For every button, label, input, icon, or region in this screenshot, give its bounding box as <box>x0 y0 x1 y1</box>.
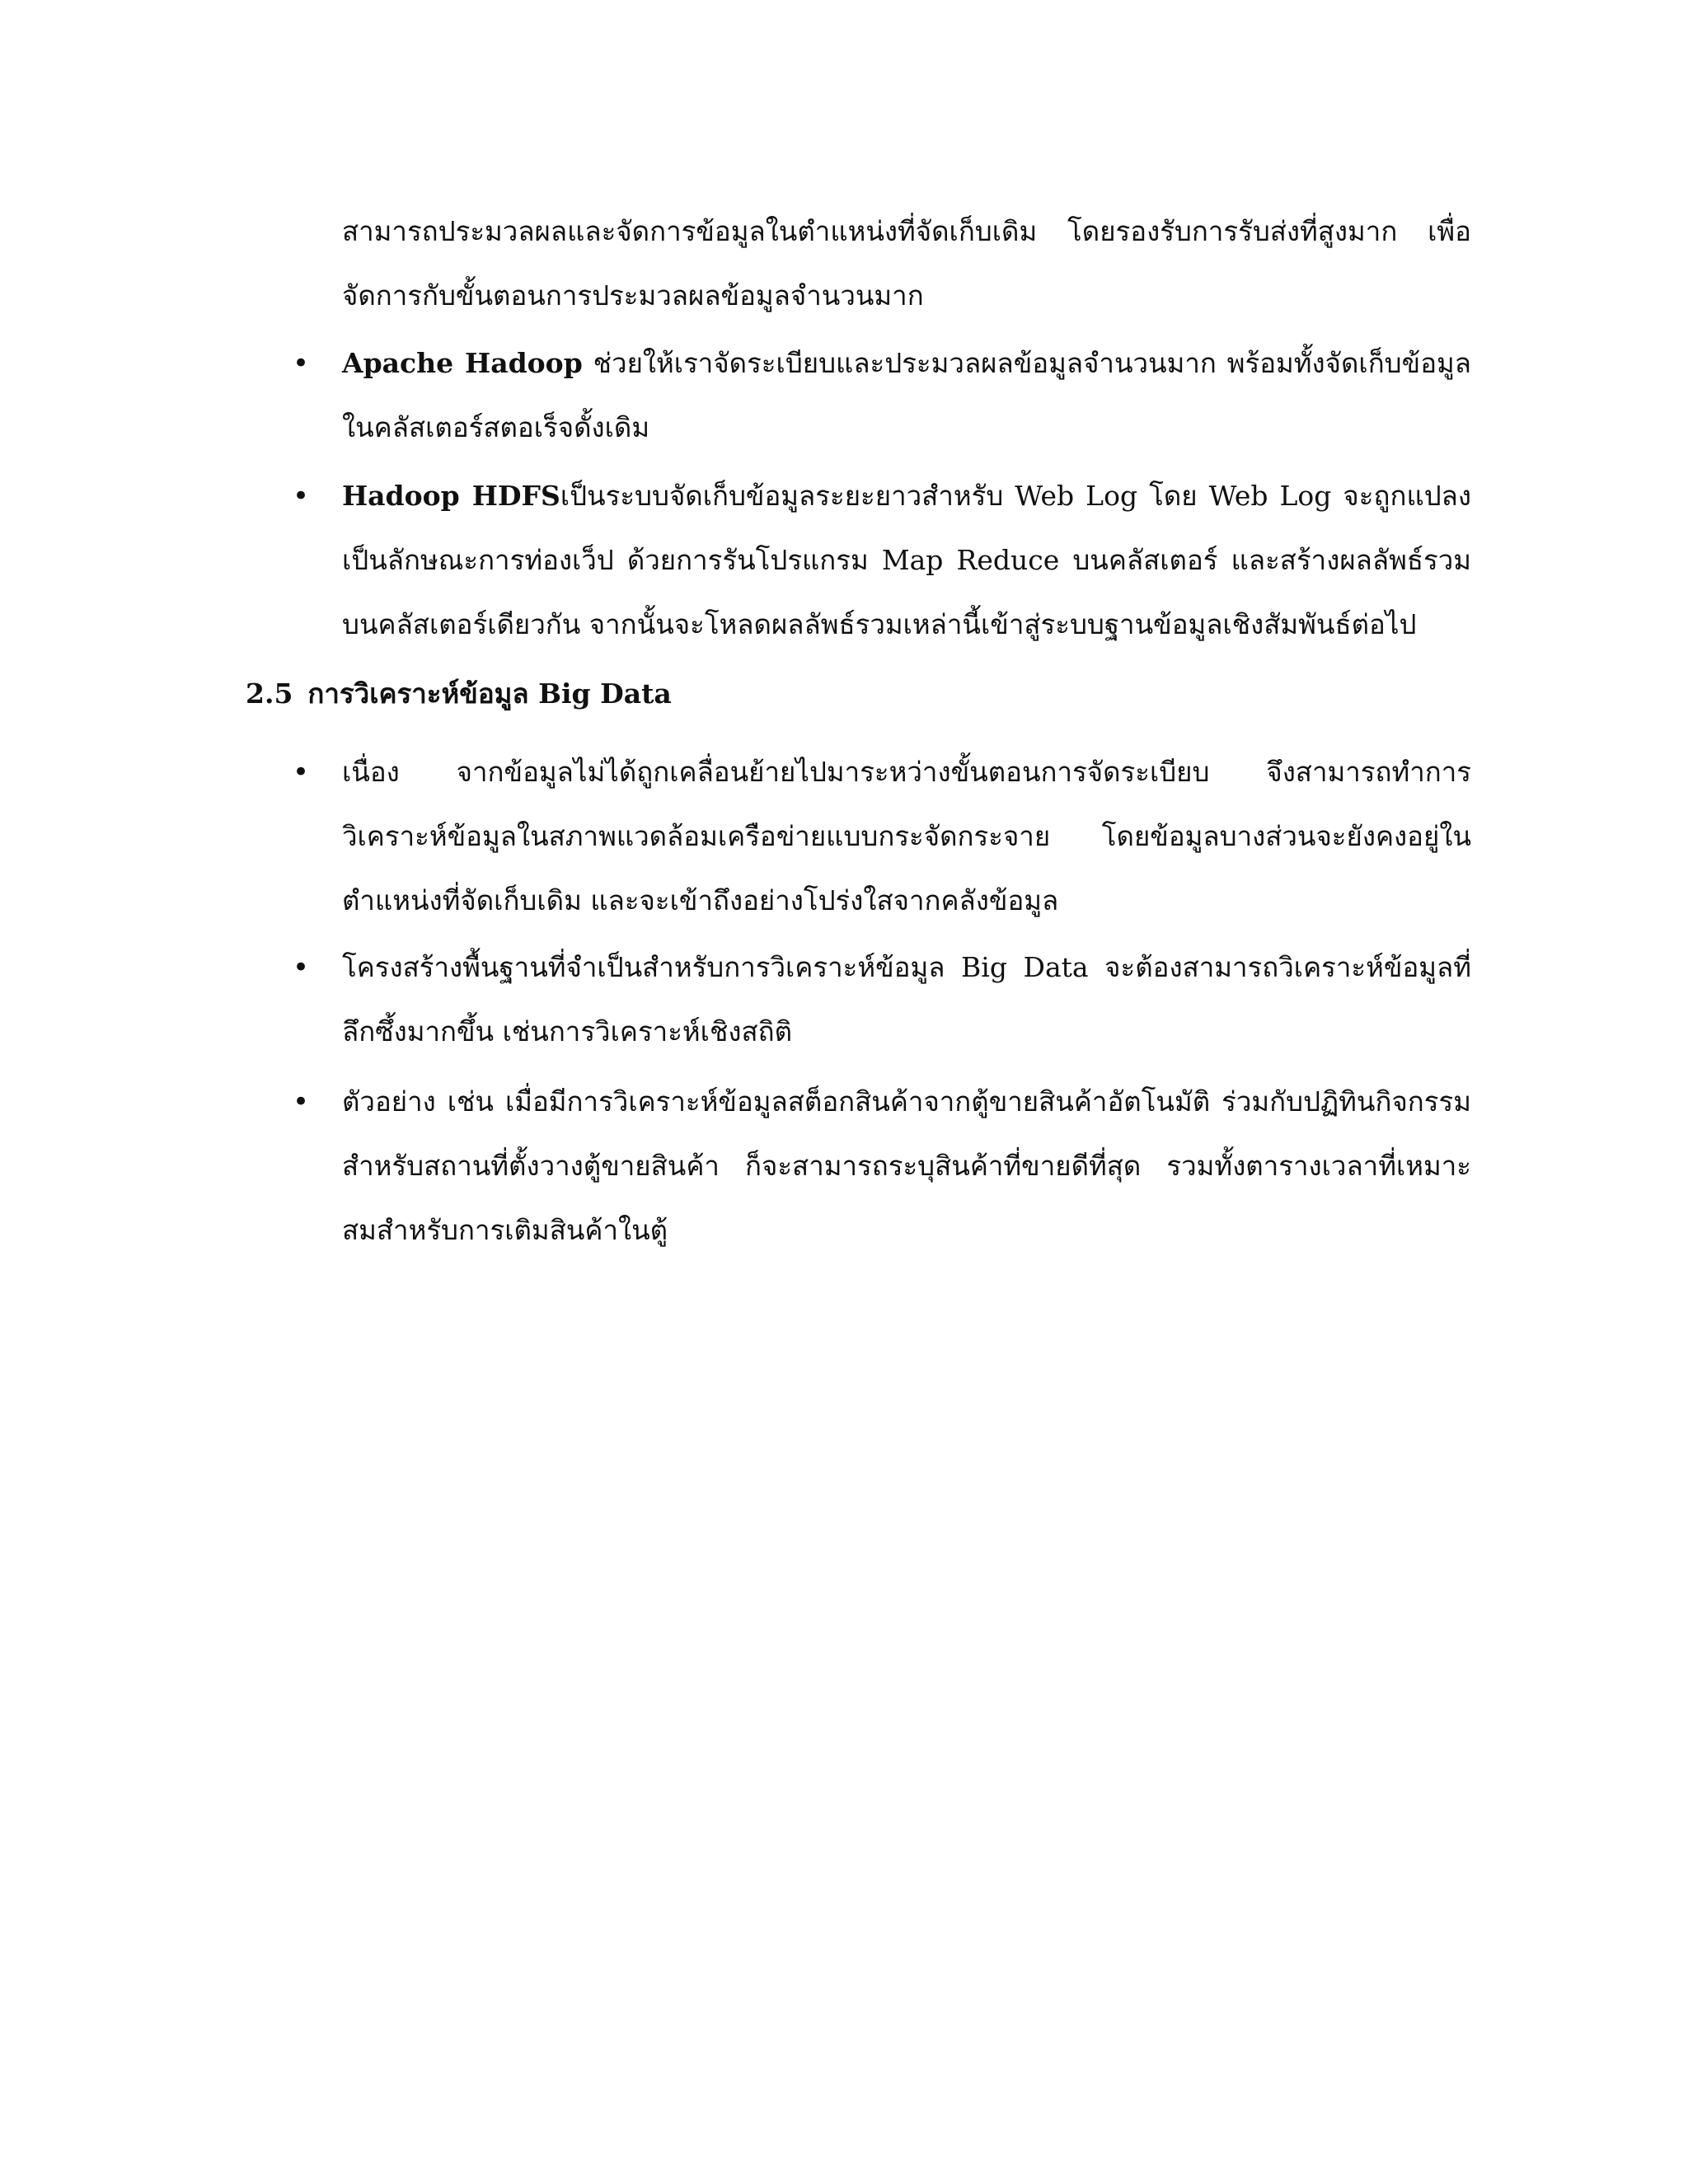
section-heading <box>246 669 672 719</box>
continuation-paragraph-text: สามารถประมวลผลและจัดการข้อมูลในตำแหน่งที่จัดเก็บเดิม โดยรองรับการรับส่งที่สูงมาก เพื่อจัดการกับขั้นตอนการประมวลผลข้อมูลจำนวนมาก <box>342 215 1471 312</box>
bullet-icon: • <box>293 756 310 789</box>
bullet-item-hadoop-hdfs <box>293 464 1471 657</box>
bullet-item-analysis-1 <box>293 740 1471 933</box>
bullet-text: เนื่อง จากข้อมูลไม่ได้ถูกเคลื่อนย้ายไปมาระหว่างขั้นตอนการจัดระเบียบ จึงสามารถทำการวิเคราะห์ข้อมูลในสภาพแวดล้อมเครือข่ายแบบกระจัดกระจาย โดยข้อมูลบางส่วนจะยังคงอยู่ในตำแหน่งที่จัดเก็บเดิม และจะเข้าถึงอย่างโปร่งใสจากคลังข้อมูล <box>342 756 1471 916</box>
bullet-text: ตัวอย่าง เช่น เมื่อมีการวิเคราะห์ข้อมูลสต็อกสินค้าจากตู้ขายสินค้าอัตโนมัติ ร่วมกับปฏิทินกิจกรรมสำหรับสถานที่ตั้งวางตู้ขายสินค้า ก็จะสามารถระบุสินค้าที่ขายดีที่สุด รวมทั้งตารางเวลาที่เหมาะสมสำหรับการเติมสินค้าในตู้ <box>342 1085 1471 1246</box>
continuation-paragraph <box>342 199 1471 328</box>
bullet-description: ช่วยให้เราจัดระเบียบและประมวลผลข้อมูลจำนวนมาก พร้อมทั้งจัดเก็บข้อมูลในคลัสเตอร์สตอเร็จดั้งเดิม <box>342 347 1471 443</box>
bullet-description: เป็นระบบจัดเก็บข้อมูลระยะยาวสำหรับ Web Log โดย Web Log จะถูกแปลงเป็นลักษณะการท่องเว็ป ด้วยการรันโปรแกรม Map Reduce บนคลัสเตอร์ และสร้างผลลัพธ์รวมบนคลัสเตอร์เดียวกัน จากนั้นจะโหลดผลลัพธ์รวมเหล่านี้เข้าสู่ระบบฐานข้อมูลเชิงสัมพันธ์ต่อไป <box>342 480 1471 640</box>
bold-term: Apache Hadoop <box>342 347 583 379</box>
bullet-text <box>342 464 1471 657</box>
bullet-text: โครงสร้างพื้นฐานที่จำเป็นสำหรับการวิเคราะห์ข้อมูล Big Data จะต้องสามารถวิเคราะห์ข้อมูลที่ลึกซึ้งมากขึ้น เช่นการวิเคราะห์เชิงสถิติ <box>342 951 1471 1047</box>
bold-term: Hadoop HDFS <box>342 480 560 512</box>
bullet-item-analysis-2 <box>293 935 1471 1064</box>
bullet-item-analysis-3 <box>293 1070 1471 1263</box>
section-number: 2.5 <box>246 677 293 710</box>
bullet-text <box>342 331 1471 460</box>
bullet-item-apache-hadoop <box>293 331 1471 460</box>
bullet-icon: • <box>293 951 310 984</box>
bullet-icon: • <box>293 1085 310 1118</box>
bullet-icon: • <box>293 480 310 513</box>
bullet-icon: • <box>293 347 310 380</box>
section-title: การวิเคราะห์ข้อมูล Big Data <box>307 677 672 710</box>
